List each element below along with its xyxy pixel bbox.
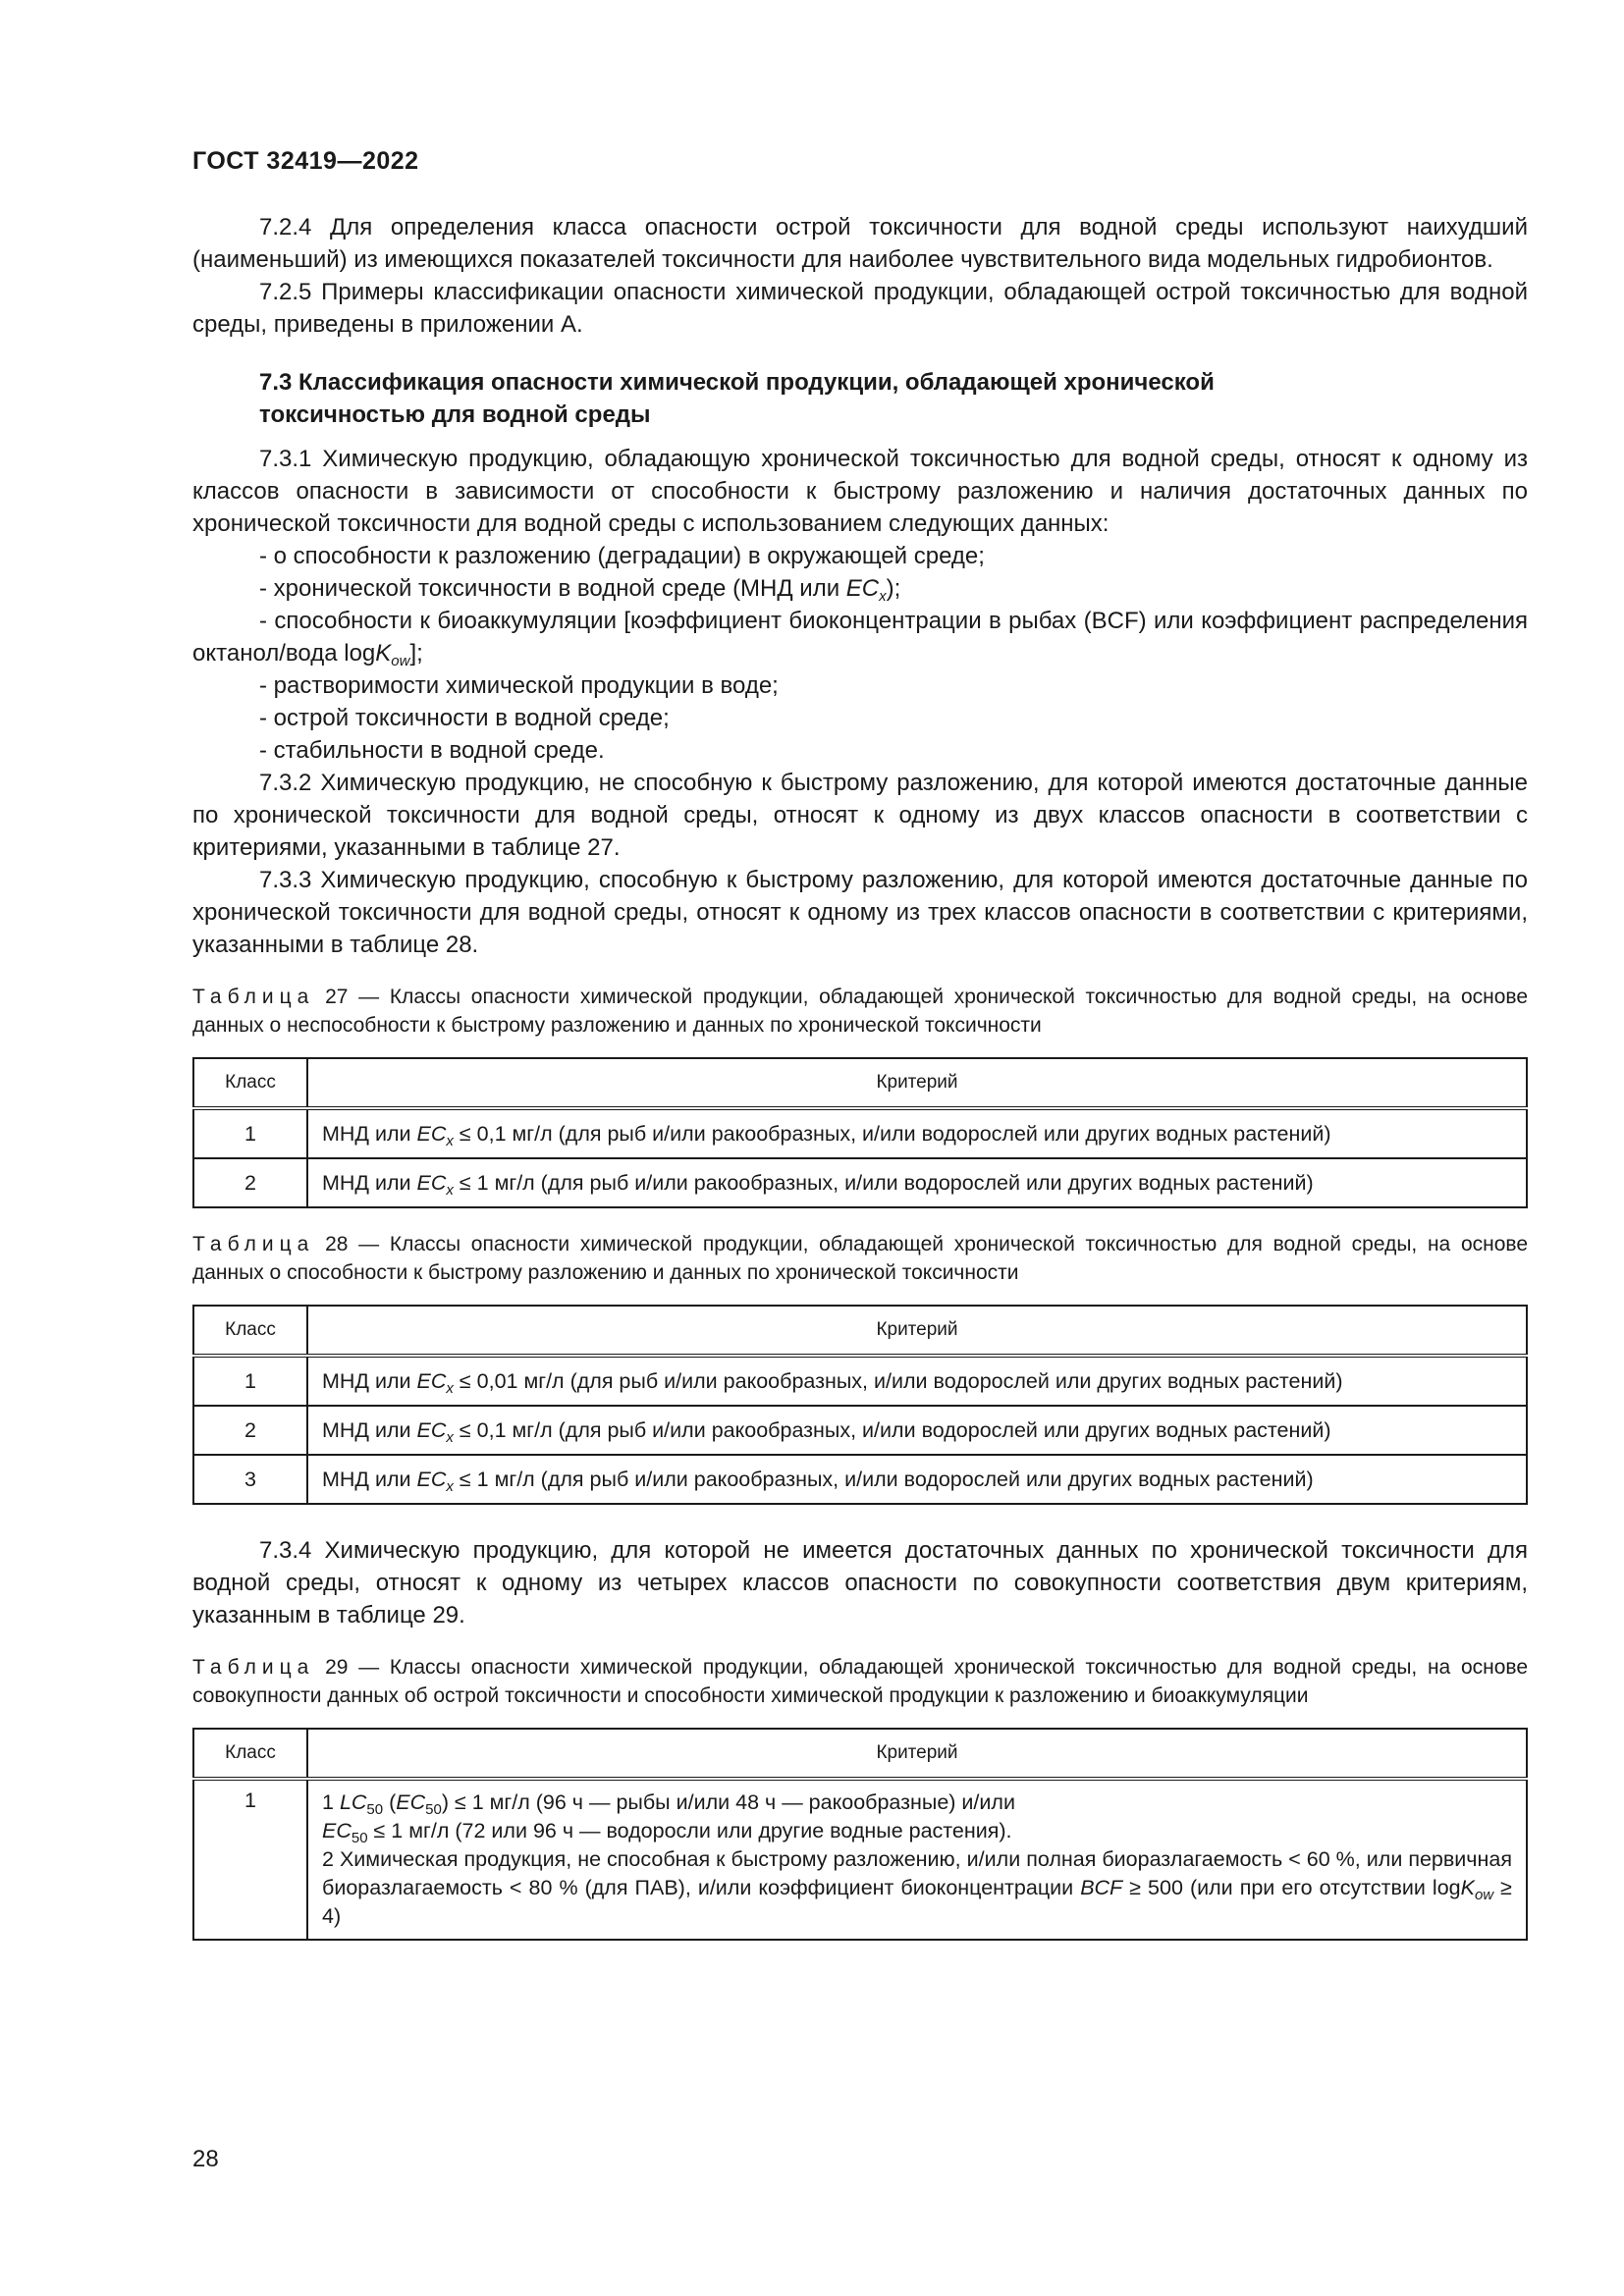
- table-27: [192, 1057, 1528, 1208]
- paragraph-7-2-5: 7.2.5 Примеры классификации опасности химической продукции, обладающей острой токсичностью для водной среды, приведены в приложении А.: [192, 279, 1528, 338]
- paragraph-7-2-4: 7.2.4 Для определения класса опасности острой токсичности для водной среды используют наихудший (наименьший) из имеющихся показателей токсичности для наиболее чувствительного вида модельных гидробионтов.: [192, 214, 1528, 273]
- table-27-caption: Таблица 27 — Классы опасности химической продукции, обладающей хронической токсичностью для водной среды, на основе данных о неспособности к быстрому разложению и данных по хронической токсичности: [192, 986, 1528, 1037]
- column-header-criterion: Критерий: [307, 1306, 1527, 1356]
- table-row: 1 МНД или $EC_x \le 0,1$ мг/л (для рыб и/или ракообразных, и/или водорослей или других водных растений): [193, 1108, 1527, 1158]
- page-number: 28: [192, 2146, 219, 2172]
- paragraph-7-3-4: 7.3.4 Химическую продукцию, для которой не имеется достаточных данных по хронической токсичности для водной среды, относят к одному из четырех классов опасности по совокупности соответствия двум критериям, указанным в таблице 29.: [192, 1537, 1528, 1629]
- column-header-criterion: Критерий: [307, 1729, 1527, 1779]
- column-header-class: Класс: [193, 1729, 307, 1779]
- list-item: - о способности к разложению (деградации) в окружающей среде;: [259, 543, 985, 569]
- table-row: 2 МНД или $EC_x \le 1$ мг/л (для рыб и/или ракообразных, и/или водорослей или других водных растений): [193, 1158, 1527, 1207]
- column-header-criterion: Критерий: [307, 1058, 1527, 1108]
- paragraph-7-3-3: 7.3.3 Химическую продукцию, способную к быстрому разложению, для которой имеются достаточные данные по хронической токсичности для водной среды, относят к одному из трех классов опасности в соответствии с критериями, указанными в таблице 28.: [192, 867, 1528, 958]
- paragraph-7-3-2: 7.3.2 Химическую продукцию, не способную к быстрому разложению, для которой имеются достаточные данные по хронической токсичности для водной среды, относят к одному из двух классов опасности в соответствии с критериями, указанными в таблице 27.: [192, 770, 1528, 861]
- table-28-caption: Таблица 28 — Классы опасности химической продукции, обладающей хронической токсичностью для водной среды, на основе данных о способности к быстрому разложению и данных по хронической токсичности: [192, 1233, 1528, 1284]
- table-row: 1 1 $LC_{50}$ $(EC_{50}) \le 1$ мг/л (96 ч — рыбы и/или 48 ч — ракообразные) и/или $EC_{50} \le 1$ мг/л (72 или 96 ч — водоросли или другие водные растения). 2 Химическая продукция, не способная к быстрому разложению, и/или полная биоразлагаемость < 60 %, или первичная биоразлагаемость < 80 % (для ПАВ), и/или коэффициент биоконцентрации BCF ≥ 500 (или при его отсутствии logK$_{ow}$ ≥ 4): [193, 1779, 1527, 1940]
- table-29-caption: Таблица 29 — Классы опасности химической продукции, обладающей хронической токсичностью для водной среды, на основе совокупности данных об острой токсичности и способности химической продукции к разложению и биоаккумуляции: [192, 1656, 1528, 1707]
- table-29: [192, 1728, 1528, 1941]
- document-header: ГОСТ 32419—2022: [192, 147, 419, 175]
- document-page: [192, 147, 1528, 1941]
- list-item: - стабильности в водной среде.: [259, 737, 605, 764]
- section-heading-7-3: 7.3 Классификация опасности химической продукции, обладающей хронической токсичностью для водной среды: [259, 369, 1215, 428]
- list-item: - способности к биоаккумуляции [коэффициент биоконцентрации в рыбах (BCF) или коэффициент распределения октанол/вода logK$_{ow}$];: [192, 608, 1528, 669]
- table-28: [192, 1305, 1528, 1505]
- list-item: - растворимости химической продукции в воде;: [259, 672, 779, 699]
- table-row: 2 МНД или $EC_x \le 0,1$ мг/л (для рыб и/или ракообразных, и/или водорослей или других водных растений): [193, 1406, 1527, 1455]
- list-item: - хронической токсичности в водной среде (МНД или $EC_x$);: [259, 575, 901, 605]
- paragraph-7-3-1: 7.3.1 Химическую продукцию, обладающую хронической токсичностью для водной среды, относят к одному из классов опасности в зависимости от способности к быстрому разложению и наличия достаточных данных по хронической токсичности для водной среды с использованием следующих данных:: [192, 446, 1528, 537]
- table-row: 1 МНД или $EC_x \le 0,01$ мг/л (для рыб и/или ракообразных, и/или водорослей или других водных растений): [193, 1356, 1527, 1406]
- column-header-class: Класс: [193, 1058, 307, 1108]
- column-header-class: Класс: [193, 1306, 307, 1356]
- table-row: 3 МНД или $EC_x \le 1$ мг/л (для рыб и/или ракообразных, и/или водорослей или других водных растений): [193, 1455, 1527, 1504]
- list-item: - острой токсичности в водной среде;: [259, 705, 670, 731]
